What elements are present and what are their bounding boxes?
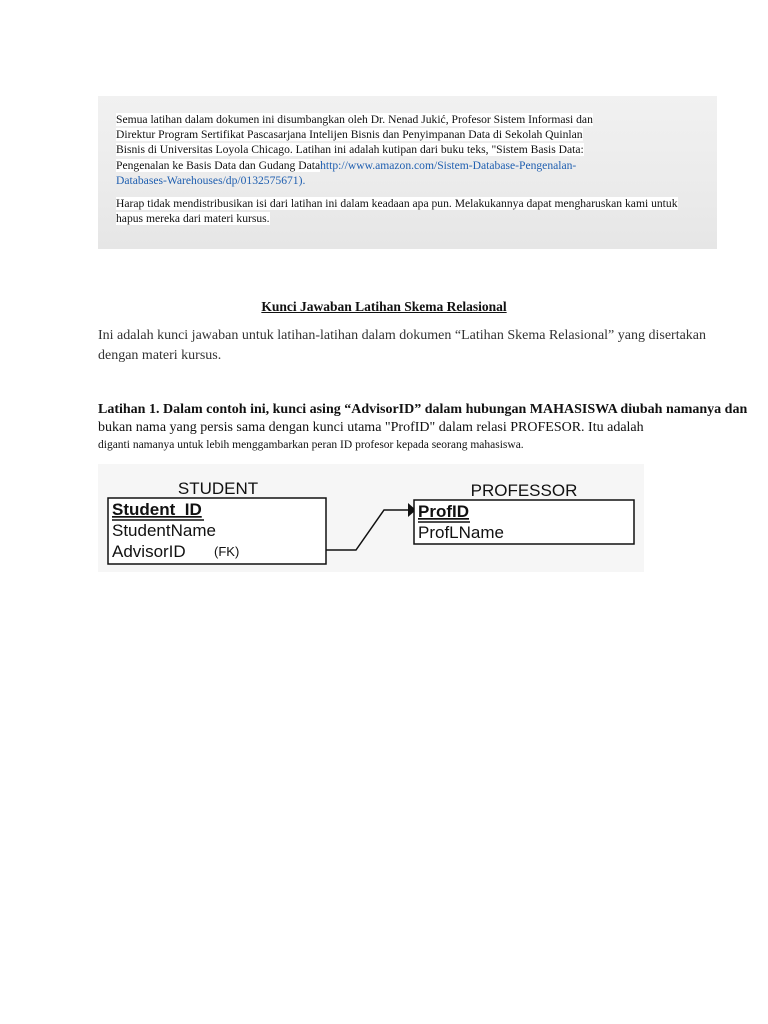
intro-paragraph: Ini adalah kunci jawaban untuk latihan-latihan dalam dokumen “Latihan Skema Relasional” yang disertakan dengan materi kursus.: [98, 328, 707, 363]
notice-p2-line-1: Harap tidak mendistribusikan isi dari latihan ini dalam keadaan apa pun. Melakukannya dapat mengharuskan kami untuk: [116, 197, 678, 211]
notice-line-4: Pengenalan ke Basis Data dan Gudang Data: [116, 158, 321, 172]
notice-line-3: Bisnis di Universitas Loyola Chicago. Latihan ini adalah kutipan dari buku teks, "Sistem Basis Data:: [116, 143, 584, 157]
notice-p2-line-2: hapus mereka dari materi kursus.: [116, 212, 270, 226]
amazon-link-continued[interactable]: Databases-Warehouses/dp/0132575671): [116, 173, 303, 187]
notice-line-5-tail: .: [302, 173, 306, 187]
professor-pk-profid: ProfID: [418, 502, 469, 521]
student-fk-tag: (FK): [214, 544, 240, 559]
notice-line-1: Semua latihan dalam dokumen ini disumbangkan oleh Dr. Nenad Jukić, Profesor Sistem Informasi dan: [116, 113, 593, 126]
student-attr-studentname: StudentName: [112, 521, 216, 540]
notice-paragraph-2: [116, 196, 681, 226]
exercise-1-line-2: bukan nama yang persis sama dengan kunci utama "ProfID" dalam relasi PROFESOR. Itu adalah: [98, 420, 644, 435]
student-pk-student-id: Student_ID: [112, 500, 202, 519]
notice-paragraph-1: [116, 112, 681, 188]
copyright-notice-box: [98, 96, 717, 249]
amazon-link[interactable]: http://www.amazon.com/Sistem-Database-Pengenalan-: [320, 158, 577, 172]
notice-line-2: Direktur Program Sertifikat Pascasarjana Intelijen Bisnis dan Penyimpanan Data di Sekolah Quinlan: [116, 128, 583, 142]
student-attr-advisorid: AdvisorID: [112, 542, 186, 561]
professor-relation-title: PROFESSOR: [470, 481, 578, 500]
section-title: Kunci Jawaban Latihan Skema Relasional: [261, 299, 507, 314]
relational-schema-diagram: [98, 464, 644, 572]
exercise-1-line-3: diganti namanya untuk lebih menggambarkan peran ID profesor kepada seorang mahasiswa.: [98, 439, 524, 451]
professor-attr-proflname: ProfLName: [418, 523, 504, 542]
exercise-1-heading: Latihan 1. Dalam contoh ini, kunci asing “AdvisorID” dalam hubungan MAHASISWA diubah namanya dan: [98, 402, 748, 417]
copyright-notice-text: [116, 112, 681, 226]
schema-svg: [98, 464, 644, 572]
student-relation-title: STUDENT: [177, 479, 259, 498]
